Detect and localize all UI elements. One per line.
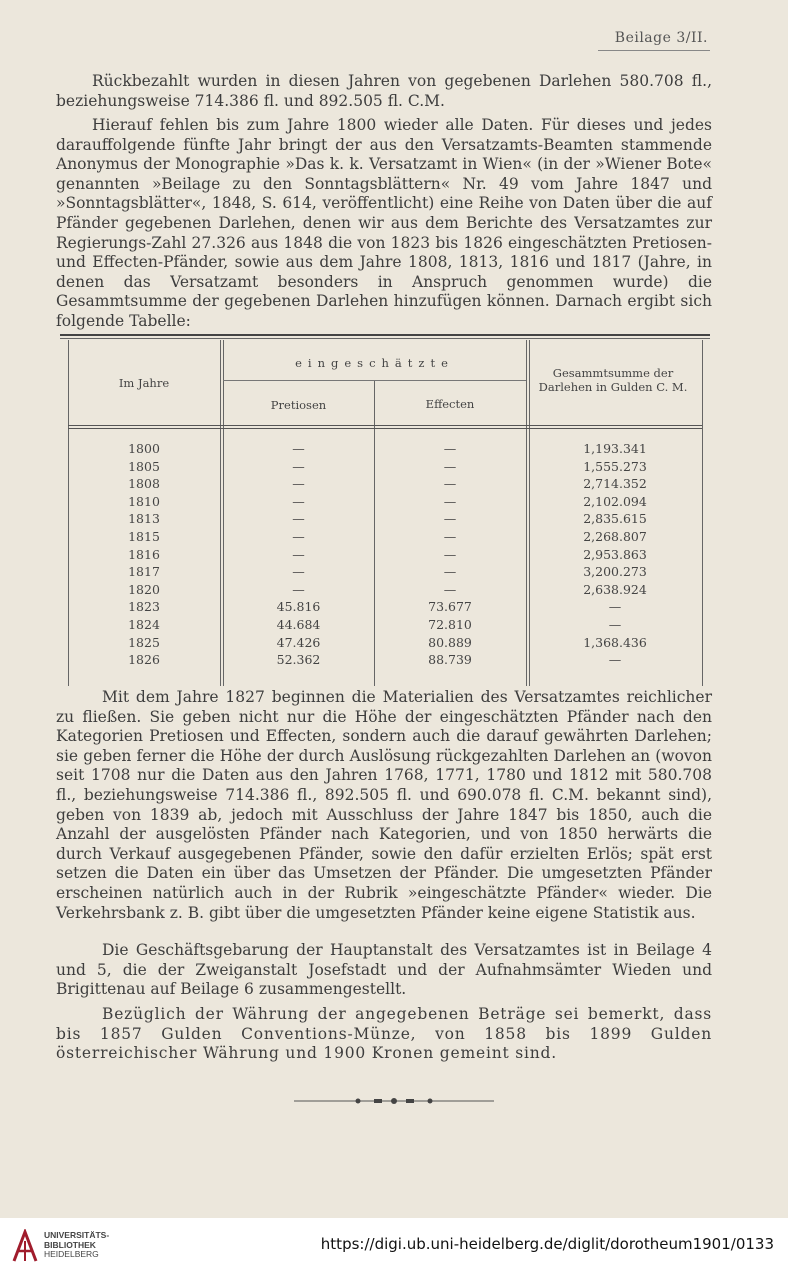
viewer-footer <box>0 1218 788 1274</box>
table-subheader-rule <box>223 380 526 381</box>
table-cell-pretiosen: — <box>292 458 305 474</box>
table-cell-total: 3,200.273 <box>583 564 647 580</box>
table-cell-year: 1823 <box>128 599 160 615</box>
table-cell-effecten: — <box>443 564 457 580</box>
table-cell-pretiosen: — <box>292 529 305 544</box>
table-cell-total: 2,102.094 <box>583 493 647 509</box>
permalink-url[interactable]: https://digi.ub.uni-heidelberg.de/diglit/dorotheum1901/0133 <box>320 1235 774 1253</box>
table-cell-pretiosen: — <box>292 581 305 597</box>
table-cell-year: 1826 <box>128 652 160 668</box>
table-cell-year: 1820 <box>128 581 160 597</box>
table-cell-total: — <box>608 617 622 632</box>
table-cell-year: 1817 <box>128 564 160 580</box>
paragraph-1: Rückbezahlt wurden in diesen Jahren von gegebenen Darlehen 580.708 fl., beziehungsweise 714.386 fl. und 892.505 fl. C.M. <box>56 72 712 110</box>
table-cell-effecten: 80.889 <box>428 634 472 650</box>
heidelberg-logo-icon <box>10 1229 40 1263</box>
paragraph-3: Mit dem Jahre 1827 beginnen die Materialien des Versatzamtes reichlicher zu fließen. Sie geben nicht nur die Höhe der eingeschätzten Pfänder nach den Kategorien Pretiosen und Effecten, sondern auch die darauf gewährten Darlehen; sie geben ferner die Höhe der durch Auslösung rückgezahlten Darlehen an (wovon seit 1708 nur die Daten aus den Jahren 1768, 1771, 1780 und 1812 mit 580.708 fl., beziehungsweise 714.386 fl., 892.505 fl. und 690.078 fl. C.M. bekannt sind), geben von 1839 ab, jedoch mit Ausschluss der Jahre 1847 bis 1850, auch die Anzahl der ausgelösten Pfänder nach Kategorien, und von 1850 herwärts die durch Verkauf ausgegebenen Pfänder, sowie den dafür erzielten Erlös; spät erst setzen die Daten ein über das Umsetzen der Pfänder. Die umgesetzten Pfänder erscheinen natürlich auch in der Rubrik »eingeschätzte Pfänder« wieder. Die Verkehrsbank z. B. gibt über die umgesetzten Pfänder keine eigene Statistik aus. <box>56 688 712 922</box>
table-cell-effecten: — <box>443 493 457 509</box>
table-cell-pretiosen: 45.816 <box>276 599 321 615</box>
table-cell-effecten: — <box>443 529 457 544</box>
table-cell-effecten: — <box>443 546 457 562</box>
table-cell-effecten: — <box>443 458 457 474</box>
data-table <box>60 340 710 688</box>
table-cell-total: 2,638.924 <box>583 581 647 597</box>
table-cell-total: — <box>608 652 622 668</box>
table-cell-total: 1,555.273 <box>583 458 647 474</box>
library-line-2: BIBLIOTHEK <box>44 1239 96 1250</box>
header-rule <box>598 50 710 51</box>
table-divider-year <box>220 340 221 686</box>
table-cell-year: 1808 <box>128 476 160 492</box>
header-effecten: Effecten <box>425 397 475 411</box>
library-line-1: UNIVERSITÄTS- <box>44 1230 110 1240</box>
table-cell-year: 1813 <box>128 511 160 527</box>
table-cell-effecten: — <box>443 511 457 527</box>
header-pretiosen: Pretiosen <box>270 398 327 412</box>
table-cell-pretiosen: — <box>292 564 305 580</box>
table-cell-total: 2,953.863 <box>583 546 647 562</box>
paragraph-2: Hierauf fehlen bis zum Jahre 1800 wieder alle Daten. Für dieses und jedes darauffolgende fünfte Jahr bringt der aus den Versatzamts-Beamten stammende Anonymus der Monographie »Das k. k. Versatzamt in Wien« (in der »Wiener Bote« genannten »Beilage zu den Sonntagsblättern« Nr. 49 vom Jahre 1847 und »Sonntagsblätter«, 1848, S. 614, veröffentlicht) eine Reihe von Daten über die auf Pfänder gegebenen Darlehen, denen wir aus dem Berichte des Versatzamtes zur Regierungs-Zahl 27.326 aus 1848 die von 1823 bis 1826 eingeschätzten Pretiosen- und Effecten-Pfänder, sowie aus dem Jahre 1808, 1813, 1816 und 1817 (Jahre, in denen das Versatzamt besonders in Anspruch genommen wurde) die Gesammtsumme der gegebenen Darlehen hinzufügen können. Darnach ergibt sich folgende Tabelle: <box>56 116 712 330</box>
end-ornament <box>294 1097 494 1105</box>
table-cell-effecten: 73.677 <box>428 599 472 615</box>
table-divider-effecten-double <box>529 340 530 686</box>
page-header: Beilage 3/II. <box>614 30 708 46</box>
table-cell-total: 2,714.352 <box>583 476 647 492</box>
paragraph-4: Die Geschäftsgebarung der Hauptanstalt des Versatzamtes ist in Beilage 4 und 5, die der Zweiganstalt Josefstadt und der Aufnahmsämter Wieden und Brigittenau auf Beilage 6 zusammengestellt. <box>56 941 712 999</box>
table-cell-year: 1800 <box>128 441 160 456</box>
table-top-rule <box>60 334 710 339</box>
table-cell-pretiosen: — <box>292 546 305 562</box>
table-cell-pretiosen: — <box>292 441 305 456</box>
table-header-rule-double <box>68 428 702 429</box>
table-cell-effecten: 88.739 <box>428 652 472 668</box>
table-cell-effecten: — <box>443 476 457 492</box>
table-cell-effecten: — <box>443 581 457 597</box>
paragraph-5: Bezüglich der Währung der angegebenen Beträge sei bemerkt, dass bis 1857 Gulden Conventions-Münze, von 1858 bis 1899 Gulden österreichischer Währung und 1900 Kronen gemeint sind. <box>56 1005 712 1063</box>
table-cell-total: 2,835.615 <box>583 511 647 527</box>
library-line-3: HEIDELBERG <box>44 1249 99 1259</box>
table-cell-total: 2,268.807 <box>583 529 647 544</box>
table-cell-pretiosen: 47.426 <box>276 634 321 650</box>
table-cell-pretiosen: — <box>292 476 305 492</box>
table-cell-year: 1816 <box>128 546 160 562</box>
header-year: Im Jahre <box>118 376 170 390</box>
table-cell-year: 1815 <box>128 529 160 544</box>
table-cell-year: 1824 <box>128 617 160 632</box>
table-cell-year: 1825 <box>128 634 160 650</box>
table-cell-total: 1,193.341 <box>583 441 647 456</box>
table-cell-pretiosen: 52.362 <box>276 652 321 668</box>
table-border-right <box>702 340 703 686</box>
library-name <box>44 1231 109 1260</box>
table-cell-pretiosen: — <box>292 511 305 527</box>
header-total: Gesammtsumme der Darlehen in Gulden C. M. <box>538 366 688 394</box>
header-group: eingeschätzte <box>295 356 454 370</box>
table-cell-year: 1810 <box>128 493 160 509</box>
table-divider-effecten <box>526 340 527 686</box>
table-cell-pretiosen: — <box>292 493 305 509</box>
table-cell-total: 1,368.436 <box>583 634 647 650</box>
table-cell-pretiosen: 44.684 <box>276 617 321 632</box>
table-cell-year: 1805 <box>128 458 160 474</box>
table-cell-effecten: — <box>443 441 457 456</box>
table-header-rule <box>68 425 702 426</box>
table-cell-effecten: 72.810 <box>428 617 472 632</box>
table-cell-total: — <box>608 599 622 615</box>
